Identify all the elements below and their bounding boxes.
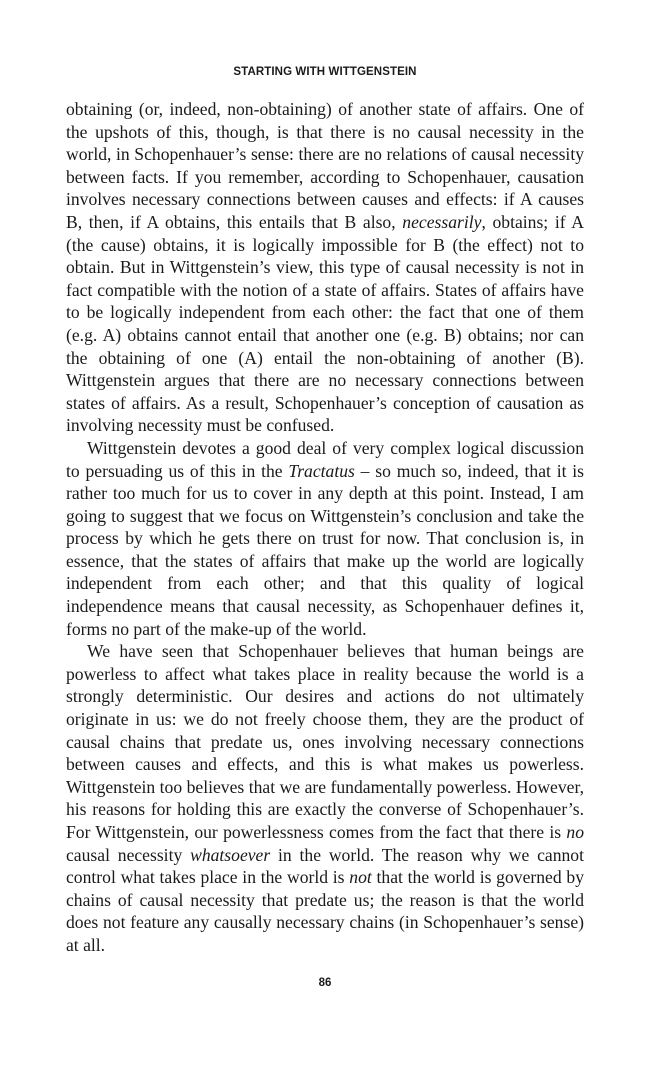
italic-text: Tractatus [288, 460, 355, 481]
text-run: Wittgenstein devotes a good deal of very complex logical discussion to persuading us of this in the [66, 437, 584, 481]
italic-text: not [349, 867, 372, 888]
text-run: – so much so, indeed, that it is rather too much for us to cover in any depth at this point. Instead, I am going to suggest that we focus on Wittgenstein’s conclusion and take the process by which he gets there on trust for now. That conclusion is, in essence, that the states of affairs that make up the world are logically independent from each other; and that this quality of logical independence means that causal necessity, as Schopenhauer defines it, forms no part of the make-up of the world. [66, 460, 584, 639]
text-run: , obtains; if A (the cause) obtains, it is logically impossible for B (the effect) not to obtain. But in Wittgenstein’s view, this type of causal necessity is not in fact compatible with the notion of a state of affairs. States of affairs have to be logically independent from each other: the fact that one of them (e.g. A) obtains cannot entail that another one (e.g. B) obtains; nor can the obtaining of one (A) entail the non-obtaining of another (B). Wittgenstein argues that there are no necessary connections between states of affairs. As a result, Schopenhauer’s conception of causation as involving necessity must be confused. [66, 211, 584, 436]
text-run: obtaining (or, indeed, non-obtaining) of another state of affairs. One of the upshots of this, though, is that there is no causal necessity in the world, in Schopenhauer’s sense: there are no relations of causal necessity between facts. If you remember, according to Schopenhauer, causation involves necessary connections between causes and effects: if A causes B, then, if A obtains, this entails that B also, [66, 99, 584, 232]
running-head: STARTING WITH WITTGENSTEIN [233, 66, 417, 78]
body-text [66, 98, 584, 957]
italic-text: no [566, 822, 584, 842]
text-run: in the world. The reason why we cannot control what takes place in the world is [66, 844, 584, 888]
text-run: We have seen that Schopenhauer believes that human beings are powerless to affect what takes place in reality because the world is a strongly deterministic. Our desires and actions do not ultimately originate in us: we do not freely choose them, they are the product of causal chains that predate us, ones involving necessary connections between causes and effects, and this is what makes us powerless. Wittgenstein too believes that we are fundamentally powerless. However, his reasons for holding this are exactly the converse of Schopenhauer’s. For Wittgenstein, our powerlessness comes from the fact that there is [66, 641, 584, 842]
paragraph [66, 98, 584, 437]
text-run: that the world is governed by chains of causal necessity that predate us; the reason is that the world does not feature any causally necessary chains (in Schopenhauer’s sense) at all. [66, 867, 584, 955]
italic-text: whatsoever [190, 844, 271, 865]
page-number: 86 [318, 977, 332, 989]
text-run: causal necessity [66, 844, 191, 865]
italic-text: necessarily [402, 211, 482, 232]
paragraph [66, 640, 584, 956]
paragraph [66, 437, 584, 640]
